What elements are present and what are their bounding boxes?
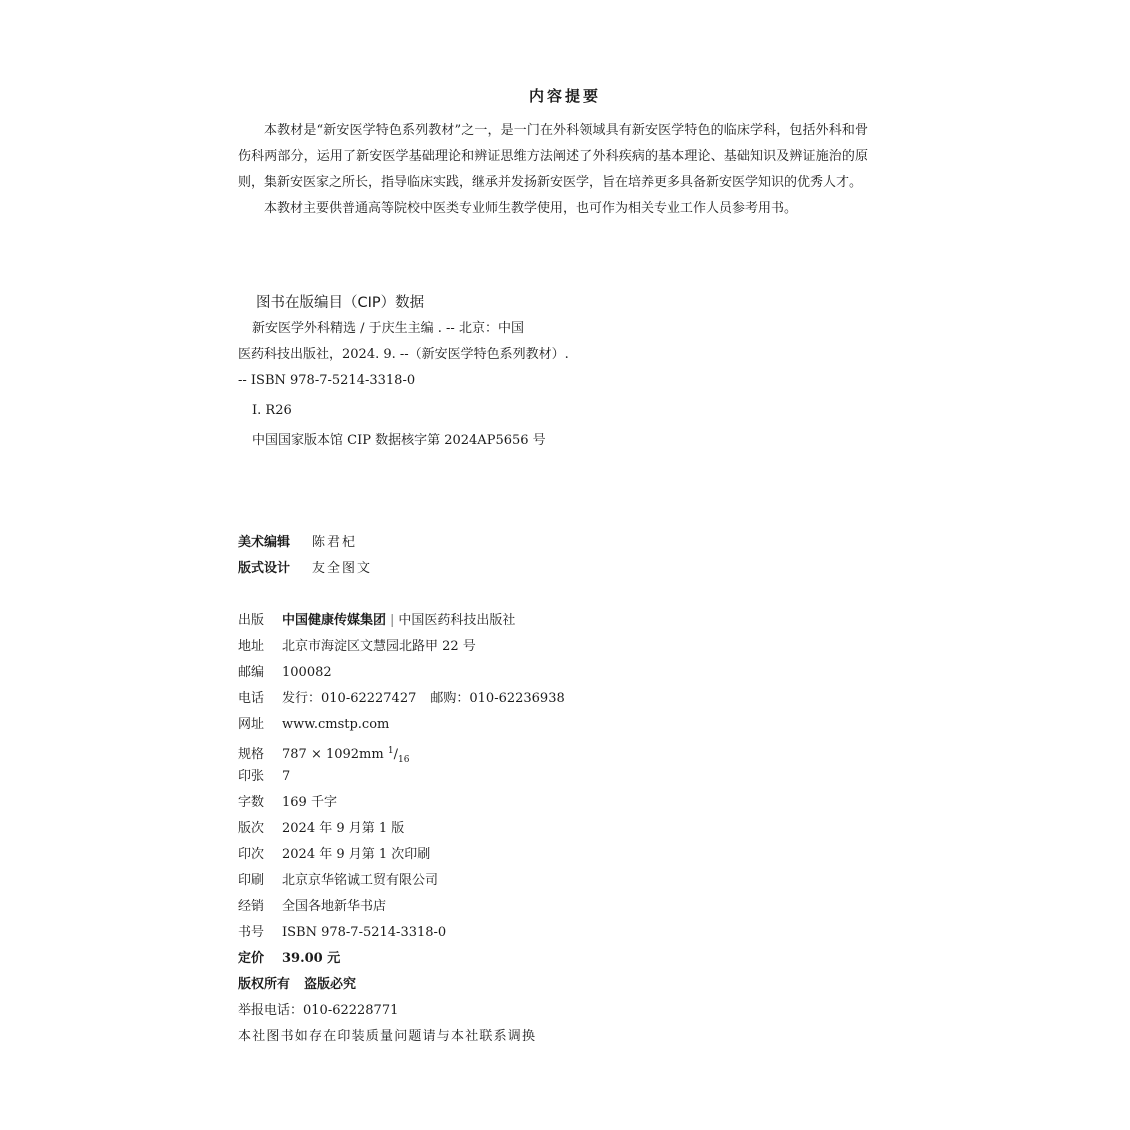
zip-label: 邮编 <box>238 665 265 680</box>
summary-paragraph-1: 本教材是“新安医学特色系列教材”之一，是一门在外科领域具有新安医学特色的临床学科，包括外科和骨伤科两部分，运用了新安医学基础理论和辨证思维方法阐述了外科疾病的基本理论、基础知识及辨证施治的原则，集新安医家之所长，指导临床实践，继承并发扬新安医学，旨在培养更多具备新安医学知识的优秀人才。 <box>238 123 868 190</box>
zip-row <box>238 660 565 686</box>
sheets-value: 7 <box>282 769 291 784</box>
printing-label: 印次 <box>238 847 265 862</box>
layout-design-value: 友全图文 <box>312 561 373 576</box>
cip-line-1: 新安医学外科精选 / 于庆生主编 . -- 北京：中国 <box>252 321 524 336</box>
sheets-row <box>238 764 565 790</box>
art-editor-value: 陈君杞 <box>312 535 358 550</box>
distributor-row <box>238 894 565 920</box>
phone-row <box>238 686 565 712</box>
art-editor-label: 美术编辑 <box>238 535 291 550</box>
price-row <box>238 946 565 972</box>
publisher-group: 中国健康传媒集团 <box>282 613 387 628</box>
edition-label: 版次 <box>238 821 265 836</box>
report-row <box>238 998 565 1024</box>
printing-value: 2024 年 9 月第 1 次印刷 <box>282 847 431 862</box>
notice-row <box>238 1024 565 1050</box>
isbn-label: 书号 <box>238 925 265 940</box>
cip-line-5: 中国国家版本馆 CIP 数据核字第 2024AP5656 号 <box>252 433 546 448</box>
summary-body <box>238 118 868 222</box>
isbn-value: ISBN 978-7-5214-3318-0 <box>282 925 447 940</box>
layout-design-row <box>238 556 372 582</box>
editors-block <box>238 530 372 582</box>
summary-paragraph-2: 本教材主要供普通高等院校中医类专业师生教学使用，也可作为相关专业工作人员参考用书。 <box>264 201 798 216</box>
website-label: 网址 <box>238 717 265 732</box>
word-count-label: 字数 <box>238 795 265 810</box>
format-row: 规格 787 × 1092mm $^1/_{16}$ <box>238 738 565 764</box>
printing-row <box>238 842 565 868</box>
layout-design-label: 版式设计 <box>238 561 291 576</box>
printer-label: 印刷 <box>238 873 265 888</box>
sheets-label: 印张 <box>238 769 265 784</box>
address-row <box>238 634 565 660</box>
phone-mail-order: 邮购：010-62236938 <box>430 691 565 706</box>
printer-value: 北京京华铭诚工贸有限公司 <box>282 873 439 888</box>
rights-row <box>238 972 565 998</box>
format-label: 规格 <box>238 747 265 762</box>
cip-line-2: 医药科技出版社，2024. 9. --（新安医学特色系列教材）. <box>238 347 569 362</box>
summary-title: 内容提要 <box>528 87 601 105</box>
phone-label: 电话 <box>238 691 265 706</box>
publisher-name: 中国医药科技出版社 <box>398 613 516 628</box>
rights-reserved: 版权所有 <box>238 977 291 992</box>
piracy-warning: 盗版必究 <box>304 977 357 992</box>
cip-line-3: -- ISBN 978-7-5214-3318-0 <box>238 373 416 388</box>
distributor-label: 经销 <box>238 899 265 914</box>
zip-value: 100082 <box>282 665 332 680</box>
website-row <box>238 712 565 738</box>
distributor-value: 全国各地新华书店 <box>282 899 387 914</box>
format-value: 787 × 1092mm <box>282 747 384 762</box>
printer-row <box>238 868 565 894</box>
word-count-row <box>238 790 565 816</box>
price-value: 39.00 元 <box>282 951 341 966</box>
format-numerator: 1 <box>387 746 394 756</box>
address-value: 北京市海淀区文慧园北路甲 22 号 <box>282 639 476 654</box>
cip-title: 图书在版编目（CIP）数据 <box>256 295 425 311</box>
website-value: www.cmstp.com <box>282 717 390 732</box>
phone-distribution: 发行：010-62227427 <box>282 691 417 706</box>
edition-value: 2024 年 9 月第 1 版 <box>282 821 405 836</box>
publisher-row <box>238 608 565 634</box>
word-count-value: 169 千字 <box>282 795 337 810</box>
publication-info <box>238 608 565 1050</box>
format-denominator: 16 <box>397 755 410 765</box>
report-phone: 举报电话：010-62228771 <box>238 1003 399 1018</box>
address-label: 地址 <box>238 639 265 654</box>
quality-notice: 本社图书如存在印装质量问题请与本社联系调换 <box>238 1029 537 1044</box>
publisher-separator: | <box>390 613 395 628</box>
publisher-label: 出版 <box>238 613 265 628</box>
price-label: 定价 <box>238 951 265 966</box>
isbn-row <box>238 920 565 946</box>
art-editor-row <box>238 530 372 556</box>
cip-line-4: Ⅰ. R26 <box>252 403 292 418</box>
edition-row <box>238 816 565 842</box>
cip-block <box>238 290 878 454</box>
